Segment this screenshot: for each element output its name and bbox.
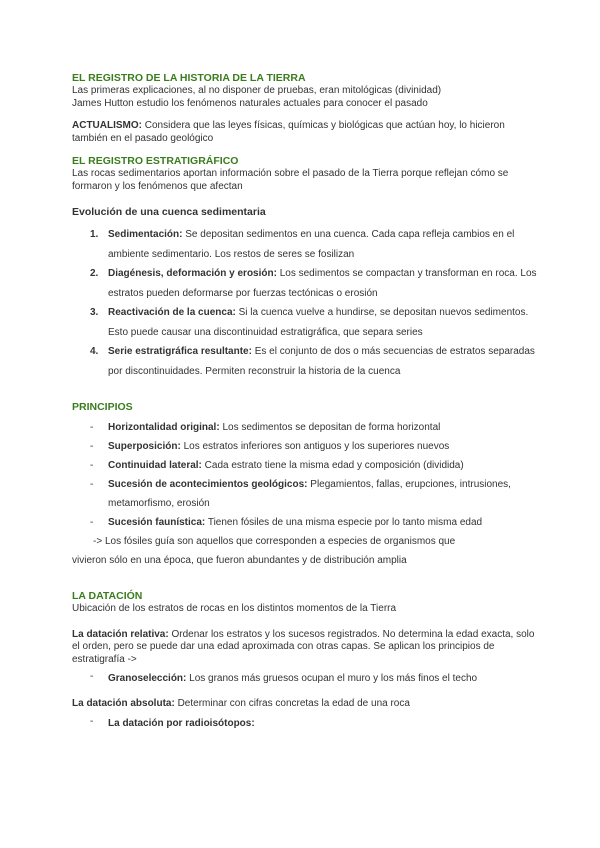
dash-marker: - <box>90 671 94 682</box>
paragraph-ubicacion-estratos: Ubicación de los estratos de rocas en los distintos momentos de la Tierra <box>72 603 397 614</box>
datacion-relativa-text: Ordenar los estratos y los sucesos registrados. No determina la edad exacta, solo el orden, pero se puede dar una edad aproximada con otras capas. Se aplican los principios de estratigrafía -> <box>72 628 535 665</box>
section-title-registro-estratigrafico: EL REGISTRO ESTRATIGRÁFICO <box>72 155 239 167</box>
paragraph-primeras-explicaciones: Las primeras explicaciones, al no disponer de pruebas, eran mitológicas (divinidad) <box>72 85 442 96</box>
cuenca-list <box>72 225 542 381</box>
list-item-term: Superposición: <box>108 441 181 452</box>
list-item-term: Sedimentación: <box>108 229 183 240</box>
term-datacion-relativa: La datación relativa: <box>72 628 169 640</box>
list-item-text: Los granos más gruesos ocupan el muro y los más finos el techo <box>186 673 478 684</box>
list-item-term: Horizontalidad original: <box>108 422 220 433</box>
dash-marker: - <box>90 441 94 452</box>
list-item <box>72 670 542 685</box>
list-item-term: Reactivación de la cuenca: <box>108 307 236 318</box>
list-item <box>72 264 542 303</box>
section-title-registro-historia: EL REGISTRO DE LA HISTORIA DE LA TIERRA <box>72 72 306 84</box>
paragraph-james-hutton: James Hutton estudio los fenómenos naturales actuales para conocer el pasado <box>72 97 428 109</box>
list-number: 1. <box>90 229 99 240</box>
list-item-term: Granoselección: <box>108 673 187 684</box>
principios-list <box>72 418 542 532</box>
fosiles-guia-line: -> Los fósiles guía son aquellos que corresponden a especies de organismos que <box>93 536 456 547</box>
list-item-term: Continuidad lateral: <box>108 460 202 471</box>
list-number: 4. <box>90 346 99 357</box>
list-item <box>72 418 542 437</box>
section-title-principios: PRINCIPIOS <box>72 401 133 413</box>
list-item <box>72 303 542 342</box>
list-number: 3. <box>90 307 99 318</box>
list-item-text: Es el conjunto de dos o más secuencias de estratos separadas por discontinuidades. Permiten reconstruir la historia de la cuenca <box>108 346 535 377</box>
paragraph-actualismo <box>72 120 542 145</box>
paragraph-datacion-relativa <box>72 629 542 667</box>
list-item-term: Serie estratigráfica resultante: <box>108 346 252 357</box>
list-item-term: Sucesión faunística: <box>108 517 206 528</box>
paragraph-datacion-absoluta <box>72 698 542 711</box>
section-title-datacion: LA DATACIÓN <box>72 590 143 602</box>
list-item-text: Los sedimentos se compactan y transforman en roca. Los estratos pueden deformarse por fuerzas tectónicas o erosión <box>108 268 537 299</box>
dash-marker: - <box>90 460 94 471</box>
dash-marker: - <box>90 422 94 433</box>
list-item-text: Los estratos inferiores son antiguos y los superiores nuevos <box>180 441 450 452</box>
term-actualismo: ACTUALISMO: <box>72 120 142 131</box>
list-item-text: Tienen fósiles de una misma especie por lo tanto misma edad <box>205 517 483 528</box>
list-item <box>72 715 542 730</box>
document-content <box>72 72 542 730</box>
list-item-text: Los sedimentos se depositan de forma horizontal <box>219 422 441 433</box>
subsection-title-cuenca: Evolución de una cuenca sedimentaria <box>72 206 266 218</box>
list-item <box>72 342 542 381</box>
list-item <box>72 437 542 456</box>
radioisotopos-list <box>72 715 542 730</box>
granoseleccion-list <box>72 670 542 685</box>
list-item-text: Se depositan sedimentos en una cuenca. Cada capa refleja cambios en el ambiente sedimentario. Los restos de seres se fosilizan <box>108 229 515 260</box>
list-item-text: Si la cuenca vuelve a hundirse, se depositan nuevos sedimentos. Esto puede causar una discontinuidad estratigráfica, que separa series <box>108 307 529 338</box>
paragraph-rocas-sedimentarias: Las rocas sedimentarios aportan información sobre el pasado de la Tierra porque reflejan cómo se formaron y los fenómenos que afectan <box>72 168 509 192</box>
list-item <box>72 475 542 513</box>
datacion-absoluta-text: Determinar con cifras concretas la edad de una roca <box>174 698 410 709</box>
list-item <box>72 456 542 475</box>
dash-marker: - <box>90 479 94 490</box>
list-item <box>72 513 542 532</box>
actualismo-text: Considera que las leyes físicas, químicas y biológicas que actúan hoy, lo hicieron también en el pasado geológico <box>72 120 505 144</box>
dash-marker: - <box>90 517 94 528</box>
list-item-term: La datación por radioisótopos: <box>108 717 255 729</box>
list-item-term: Sucesión de acontecimientos geológicos: <box>108 479 308 490</box>
list-item-term: Diagénesis, deformación y erosión: <box>108 268 277 279</box>
term-datacion-absoluta: La datación absoluta: <box>72 698 175 709</box>
list-item-text: Plegamientos, fallas, erupciones, intrusiones, metamorfismo, erosión <box>108 479 511 509</box>
list-number: 2. <box>90 268 99 279</box>
dash-marker: - <box>90 715 94 727</box>
fosiles-guia-continuation: vivieron sólo en una época, que fueron abundantes y de distribución amplia <box>72 555 407 566</box>
list-item-text: Cada estrato tiene la misma edad y composición (dividida) <box>201 460 464 471</box>
list-item <box>72 225 542 264</box>
